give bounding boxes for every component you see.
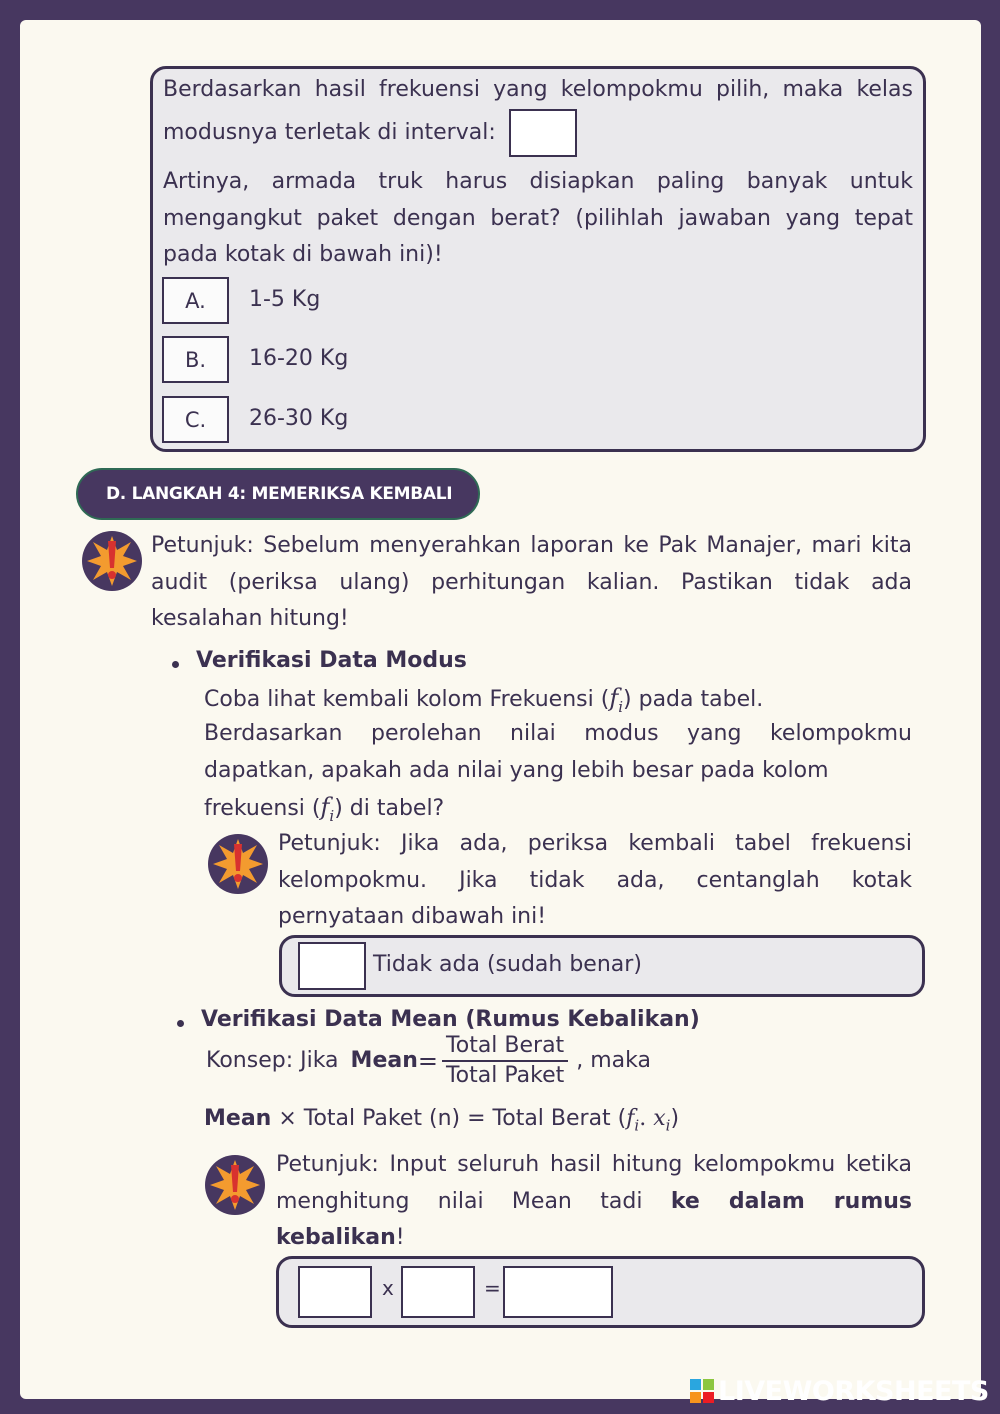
mean-concept: Konsep: Jika Mean = $\frac{\text{Total Berat}}{\text{Total Paket}}$ , maka [206,1033,651,1088]
option-b-text[interactable]: 16-20 Kg [249,346,349,371]
mean-formula: Mean × Total Paket (n) = Total Berat ($f_i$. $x_i$) [204,1106,680,1135]
option-c-text[interactable]: 26-30 Kg [249,406,349,431]
modus-line-2: Berdasarkan perolehan nilai modus yang kelompokmu dapatkan, apakah ada nilai yang lebih besar pada kolom [204,721,912,783]
liveworksheets-logo [690,1376,990,1406]
total-berat-input[interactable] [503,1266,613,1318]
mean-title: Verifikasi Data Mean (Rumus Kebalikan) [201,1007,700,1032]
option-b-letter[interactable]: B. [162,336,229,383]
verify-checkbox[interactable] [298,942,366,990]
equals-sign: = [484,1276,501,1300]
logo-text: LIVEWORKSHEETS [718,1375,989,1407]
question-para-2: Artinya, armada truk harus disiapkan paling banyak untuk mengangkut paket dengan berat? (pilihlah jawaban yang tepat pada kotak di bawah ini)! [163,169,913,267]
times-sign: x [382,1276,394,1300]
modus-interval-input[interactable] [509,109,577,157]
fi-symbol: $f_i$ [320,793,335,825]
question-para-1: Berdasarkan hasil frekuensi yang kelompokmu pilih, maka kelas modusnya terletak di interval: [163,72,913,157]
mean-fraction: $\frac{\text{Total Berat}}{\text{Total Paket}}$ [442,1032,568,1090]
hint-modus: Petunjuk: Jika ada, periksa kembali tabel frekuensi kelompokmu. Jika tidak ada, centanglah kotak pernyataan dibawah ini! [278,831,912,929]
section-header: D. LANGKAH 4: MEMERIKSA KEMBALI [76,468,480,520]
option-a-letter[interactable]: A. [162,277,229,324]
modus-title: Verifikasi Data Modus [196,648,467,673]
fi-symbol: $f_i$ [609,684,624,716]
checkbox-label: Tidak ada (sudah benar) [373,952,642,977]
modus-line-1: Coba lihat kembali kolom Frekuensi $(f_i)$ pada tabel. [204,684,764,716]
option-a-text[interactable]: 1-5 Kg [249,287,321,312]
modus-line-3: frekuensi $(f_i)$ di tabel? [204,793,445,825]
total-paket-input[interactable] [401,1266,475,1318]
hint-audit: Petunjuk: Sebelum menyerahkan laporan ke Pak Manajer, mari kita audit (periksa ulang) perhitungan kalian. Pastikan tidak ada kesalahan hitung! [151,533,912,631]
warning-icon [204,1154,266,1216]
option-c-letter[interactable]: C. [162,396,229,443]
hint-mean: Petunjuk: Input seluruh hasil hitung kelompokmu ketika menghitung nilai Mean tadi ke dalam rumus kebalikan! [276,1152,912,1250]
mean-input[interactable] [298,1266,372,1318]
warning-icon [81,530,143,592]
warning-icon [207,833,269,895]
liveworksheets-icon [690,1379,714,1403]
